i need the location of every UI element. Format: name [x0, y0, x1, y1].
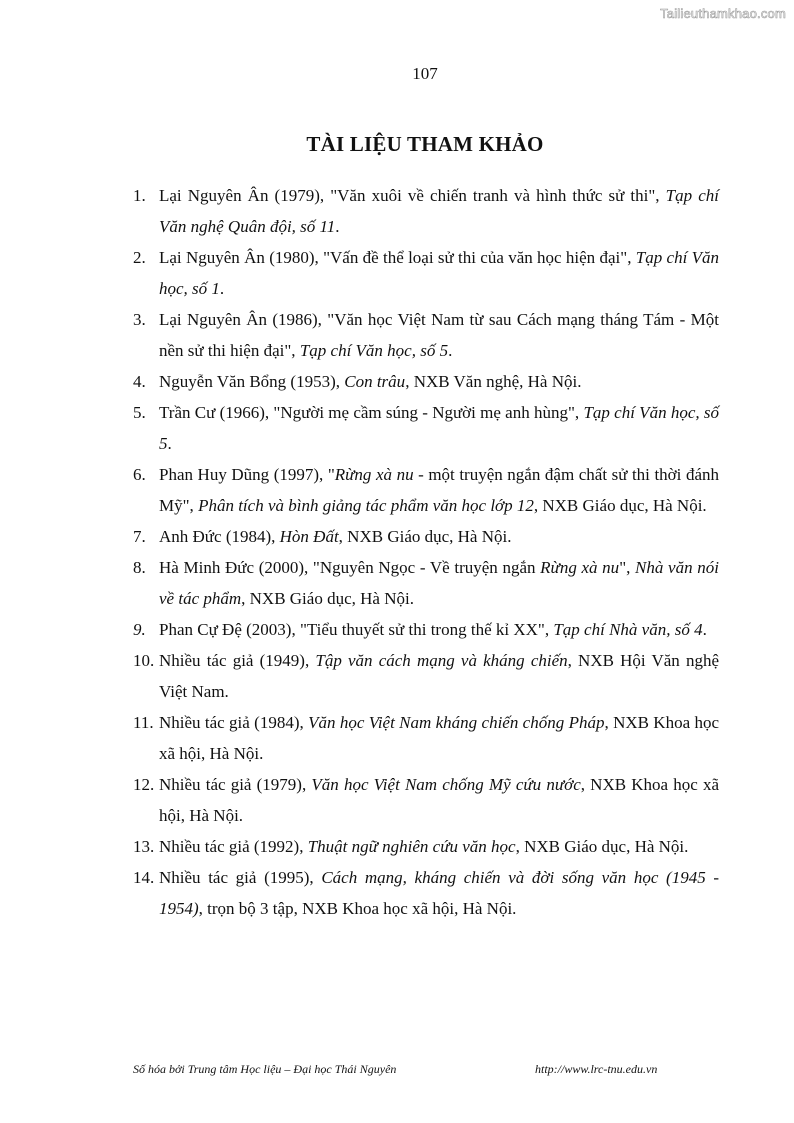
- reference-list: [133, 180, 719, 924]
- reference-item: 11. Nhiều tác giả (1984), Văn học Việt Nam kháng chiến chống Pháp, NXB Khoa học xã hội, Hà Nội.: [133, 713, 720, 763]
- reference-item: 6. Phan Huy Dũng (1997), "Rừng xà nu - một truyện ngắn đậm chất sử thi thời đánh Mỹ", Phân tích và bình giảng tác phẩm văn học lớp 12, NXB Giáo dục, Hà Nội.: [133, 465, 719, 515]
- watermark: Tailieuthamkhao.com: [660, 6, 786, 21]
- page-number: 107: [412, 64, 438, 83]
- reference-item: 8. Hà Minh Đức (2000), "Nguyên Ngọc - Về truyện ngắn Rừng xà nu", Nhà văn nói về tác phẩm, NXB Giáo dục, Hà Nội.: [133, 558, 719, 608]
- footer-credit: Số hóa bởi Trung tâm Học liệu – Đại học Thái Nguyên: [133, 1062, 397, 1076]
- reference-item: 5. Trần Cư (1966), "Người mẹ cầm súng - Người mẹ anh hùng", Tạp chí Văn học, số 5.: [133, 403, 719, 453]
- reference-item: 9. Phan Cự Đệ (2003), "Tiểu thuyết sử thi trong thế kỉ XX", Tạp chí Nhà văn, số 4.: [133, 620, 707, 639]
- reference-item: 4. Nguyễn Văn Bổng (1953), Con trâu, NXB Văn nghệ, Hà Nội.: [133, 372, 582, 391]
- reference-item: 14. Nhiều tác giả (1995), Cách mạng, kháng chiến và đời sống văn học (1945 - 1954), trọn bộ 3 tập, NXB Khoa học xã hội, Hà Nội.: [133, 868, 720, 918]
- reference-item: 13. Nhiều tác giả (1992), Thuật ngữ nghiên cứu văn học, NXB Giáo dục, Hà Nội.: [133, 837, 689, 856]
- reference-item: 2. Lại Nguyên Ân (1980), "Vấn đề thể loại sử thi của văn học hiện đại", Tạp chí Văn học, số 1.: [133, 248, 719, 298]
- reference-item: 3. Lại Nguyên Ân (1986), "Văn học Việt Nam từ sau Cách mạng tháng Tám - Một nền sử thi hiện đại", Tạp chí Văn học, số 5.: [133, 310, 719, 360]
- reference-item: 1. Lại Nguyên Ân (1979), "Văn xuôi về chiến tranh và hình thức sử thi", Tạp chí Văn nghệ Quân đội, số 11.: [133, 186, 719, 236]
- footer-url: http://www.lrc-tnu.edu.vn: [535, 1062, 658, 1076]
- page-title: TÀI LIỆU THAM KHẢO: [306, 132, 544, 156]
- reference-item: 12. Nhiều tác giả (1979), Văn học Việt Nam chống Mỹ cứu nước, NXB Khoa học xã hội, Hà Nội.: [133, 775, 720, 825]
- reference-item: 7. Anh Đức (1984), Hòn Đất, NXB Giáo dục, Hà Nội.: [133, 527, 512, 546]
- reference-item: 10. Nhiều tác giả (1949), Tập văn cách mạng và kháng chiến, NXB Hội Văn nghệ Việt Nam.: [133, 651, 720, 701]
